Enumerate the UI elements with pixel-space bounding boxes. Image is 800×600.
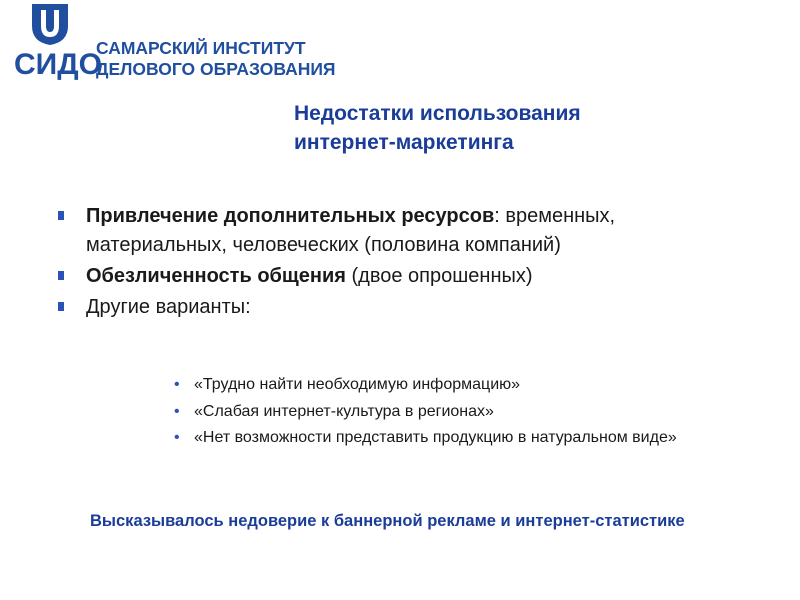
sub-bullet-text: «Трудно найти необходимую информацию» bbox=[194, 376, 521, 393]
logo bbox=[14, 2, 354, 82]
slide-title bbox=[294, 99, 734, 157]
logo-abbreviation: СИДО bbox=[14, 48, 102, 81]
sub-bullet-text: «Нет возможности представить продукцию в натуральном виде» bbox=[194, 429, 677, 446]
shield-u-icon bbox=[30, 2, 70, 46]
bullet-marker-icon bbox=[58, 271, 64, 280]
bullet-text: (двое опрошенных) bbox=[345, 265, 533, 287]
logo-name-line1: САМАРСКИЙ ИНСТИТУТ bbox=[96, 38, 306, 58]
bullet-text: Другие варианты: bbox=[86, 296, 251, 318]
bullet-list bbox=[58, 202, 758, 324]
bullet-marker-icon bbox=[58, 211, 64, 220]
sub-bullet-dot-icon: • bbox=[174, 376, 180, 393]
sub-bullet-item bbox=[172, 371, 752, 398]
sub-bullet-dot-icon: • bbox=[174, 403, 180, 420]
bullet-text: : временных, материальных, человеческих (половина компаний) bbox=[86, 205, 616, 256]
sub-bullet-text: «Слабая интернет-культура в регионах» bbox=[194, 403, 494, 420]
sub-bullet-dot-icon: • bbox=[174, 429, 180, 446]
slide-title-line2: интернет-маркетинга bbox=[294, 131, 514, 154]
bullet-item bbox=[58, 262, 758, 291]
sub-bullet-item bbox=[172, 425, 752, 450]
sub-bullet-item bbox=[172, 398, 752, 425]
logo-name-line2: ДЕЛОВОГО ОБРАЗОВАНИЯ bbox=[96, 59, 336, 79]
bullet-bold-text: Привлечение дополнительных ресурсов bbox=[86, 205, 495, 227]
bullet-marker-icon bbox=[58, 302, 64, 311]
bullet-bold-text: Обезличенность общения bbox=[86, 265, 346, 287]
slide-title-line1: Недостатки использования bbox=[294, 102, 581, 125]
logo-name bbox=[96, 38, 336, 80]
bullet-item bbox=[58, 202, 758, 260]
sub-bullet-list bbox=[172, 371, 752, 450]
bullet-item bbox=[58, 293, 758, 322]
summary-note: Высказывалось недоверие к баннерной рекламе и интернет-статистике bbox=[90, 512, 685, 530]
